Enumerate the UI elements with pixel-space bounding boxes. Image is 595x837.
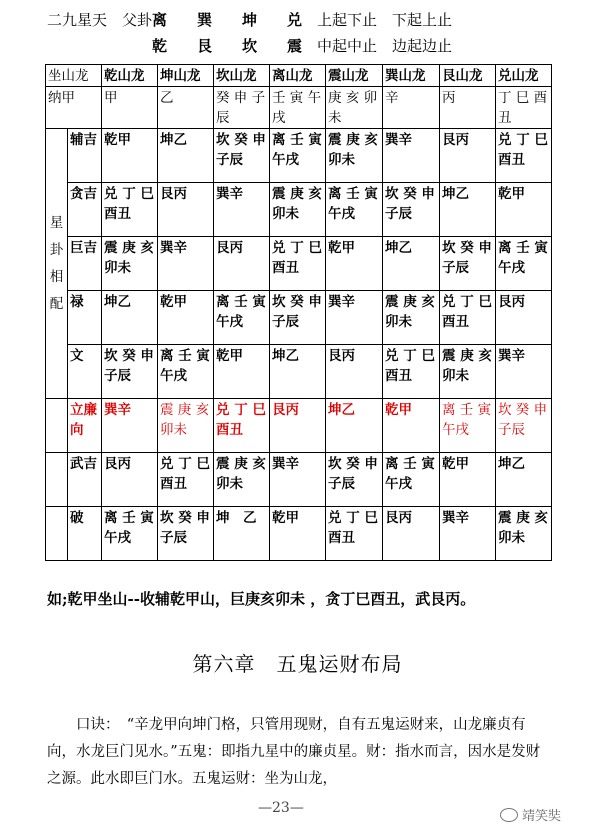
table-cell: 兑 丁 巳酉丑 [326,507,383,561]
table-cell: 震 庚 亥卯未 [326,129,383,183]
table-cell: 离 壬 寅午戌 [383,453,440,507]
star-name: 巨吉 [68,237,102,291]
nayin-cell: 丁 巳 酉丑 [496,87,552,129]
table-cell: 坤乙 [383,237,440,291]
table-cell: 离 壬 寅午戌 [496,237,552,291]
table-cell: 坎 癸 申子辰 [270,291,326,345]
header-cell: 艮山龙 [440,65,496,87]
header-label: 二九星天 父卦 [47,11,153,29]
header-row [46,65,552,87]
side-blank [46,453,68,507]
star-name: 破 [68,507,102,561]
nayin-cell: 庚 亥 卯未 [326,87,383,129]
nayin-row [46,87,552,129]
side-char: 配 [49,295,64,312]
table-cell: 艮丙 [496,291,552,345]
table-cell: 坤乙 [440,183,496,237]
page-number: —23— [258,800,304,816]
table-cell: 坤乙 [270,345,326,399]
table-cell: 震 庚 亥卯未 [102,237,158,291]
table-cell: 巽辛 [326,291,383,345]
table-cell: 坤乙 [158,129,214,183]
table-row [46,237,552,291]
side-blank [46,399,68,453]
table-row [46,291,552,345]
example-note: 如;乾甲坐山--收辅乾甲山，巨庚亥卯未 ，贪丁巳酉丑，武艮丙。 [47,590,476,608]
table-row [46,453,552,507]
table-cell: 乾甲 [496,183,552,237]
nayin-cell: 壬 寅 午戌 [270,87,326,129]
table-cell: 艮丙 [383,507,440,561]
table-cell: 艮丙 [270,399,326,453]
table-cell: 坎 癸 申子辰 [102,345,158,399]
watermark [500,805,561,824]
paragraph-text: 口诀： “辛龙甲向坤门格，只管用现财，自有五鬼运财来，山龙廉贞有向，水龙巨门见水。”五鬼：即指九星中的廉贞星。财：指水而言，因水是发财之源。此水即巨门水。五鬼运财：坐为山龙， [47,717,541,787]
table-cell: 乾甲 [214,345,270,399]
nayin-cell: 丙 [440,87,496,129]
table-cell: 艮丙 [326,345,383,399]
nayin-cell: 辛 [383,87,440,129]
table-cell: 坤乙 [326,399,383,453]
nayin-cell: 乙 [158,87,214,129]
header-note-2: 中起中止 边起边止 [317,37,453,55]
table-cell: 离 壬 寅午戌 [158,345,214,399]
table-cell: 乾甲 [326,237,383,291]
table-cell: 兑 丁 巳酉丑 [496,129,552,183]
header-line-1 [47,10,452,30]
table-cell: 巽辛 [496,345,552,399]
table-cell: 离 壬 寅午戌 [440,399,496,453]
table-cell: 艮丙 [440,129,496,183]
table-cell: 乾甲 [270,507,326,561]
table-cell: 离 壬 寅午戌 [326,183,383,237]
star-name: 文 [68,345,102,399]
table-row [46,507,552,561]
table-cell: 巽辛 [102,399,158,453]
watermark-text: 靖笑奘 [522,809,562,824]
header-cell: 兑山龙 [496,65,552,87]
table-cell: 震 庚 亥卯未 [214,453,270,507]
table-cell: 坤 乙 [214,507,270,561]
table-cell: 离 壬 寅午戌 [214,291,270,345]
table-row [46,183,552,237]
side-char: 相 [49,268,64,285]
table-cell: 巽辛 [270,453,326,507]
table-cell: 兑 丁 巳酉丑 [214,399,270,453]
table-cell: 乾甲 [383,399,440,453]
trigram-row-2: 乾 艮 坎 震 [152,37,303,55]
table-cell: 坤乙 [102,291,158,345]
table-cell: 坎 癸 申子辰 [440,237,496,291]
star-name: 贪吉 [68,183,102,237]
table-cell: 艮丙 [214,237,270,291]
table-cell: 坎 癸 申子辰 [158,507,214,561]
side-label [46,129,68,399]
table-cell: 巽辛 [158,237,214,291]
table-cell: 离 壬 寅午戌 [102,507,158,561]
star-name: 禄 [68,291,102,345]
body-paragraph [47,712,549,793]
header-cell: 乾山龙 [102,65,158,87]
star-name: 武吉 [68,453,102,507]
table-cell: 震 庚 亥卯未 [440,345,496,399]
header-cell: 坐山龙 [46,65,102,87]
table-cell: 兑 丁 巳酉丑 [270,237,326,291]
header-cell: 离山龙 [270,65,326,87]
nayin-cell: 甲 [102,87,158,129]
header-note-1: 上起下止 下起上止 [317,11,453,29]
star-trigram-table [45,64,552,561]
table-cell: 坤乙 [496,453,552,507]
table-cell: 巽辛 [214,183,270,237]
header-cell: 巽山龙 [383,65,440,87]
table-cell: 坎 癸 申子辰 [383,183,440,237]
side-blank [46,507,68,561]
table-cell: 乾甲 [440,453,496,507]
side-char: 卦 [49,241,64,258]
header-cell: 震山龙 [326,65,383,87]
star-name: 辅吉 [68,129,102,183]
table-cell: 兑 丁 巳酉丑 [158,453,214,507]
chapter-title: 第六章 五鬼运财布局 [192,652,403,676]
trigram-row-1: 离 巽 坤 兑 [152,11,303,29]
table-cell: 坎 癸 申子辰 [214,129,270,183]
table-cell: 乾甲 [102,129,158,183]
header-line-2 [47,36,452,56]
table-row [46,345,552,399]
table-cell: 坎 癸 申子辰 [326,453,383,507]
table-cell: 巽辛 [383,129,440,183]
table-cell: 离 壬 寅午戌 [270,129,326,183]
table-row-highlight [46,399,552,453]
table-cell: 乾甲 [158,291,214,345]
table-cell: 艮丙 [102,453,158,507]
table-cell: 兑 丁 巳酉丑 [383,345,440,399]
header-cell: 坤山龙 [158,65,214,87]
table-cell: 震 庚 亥卯未 [158,399,214,453]
nayin-label: 纳甲 [46,87,102,129]
table-cell: 震 庚 亥卯未 [496,507,552,561]
table-row [46,129,552,183]
nayin-cell: 癸 申 子辰 [214,87,270,129]
table-cell: 兑 丁 巳酉丑 [102,183,158,237]
table-cell: 艮丙 [158,183,214,237]
table-cell: 兑 丁 巳酉丑 [440,291,496,345]
star-name: 立廉向 [68,399,102,453]
table-cell: 坎 癸 申子辰 [496,399,552,453]
chat-bubble-icon [500,808,518,822]
table-cell: 巽辛 [440,507,496,561]
table-cell: 震 庚 亥卯未 [270,183,326,237]
side-char: 星 [49,214,64,231]
table-cell: 震 庚 亥卯未 [383,291,440,345]
header-cell: 坎山龙 [214,65,270,87]
